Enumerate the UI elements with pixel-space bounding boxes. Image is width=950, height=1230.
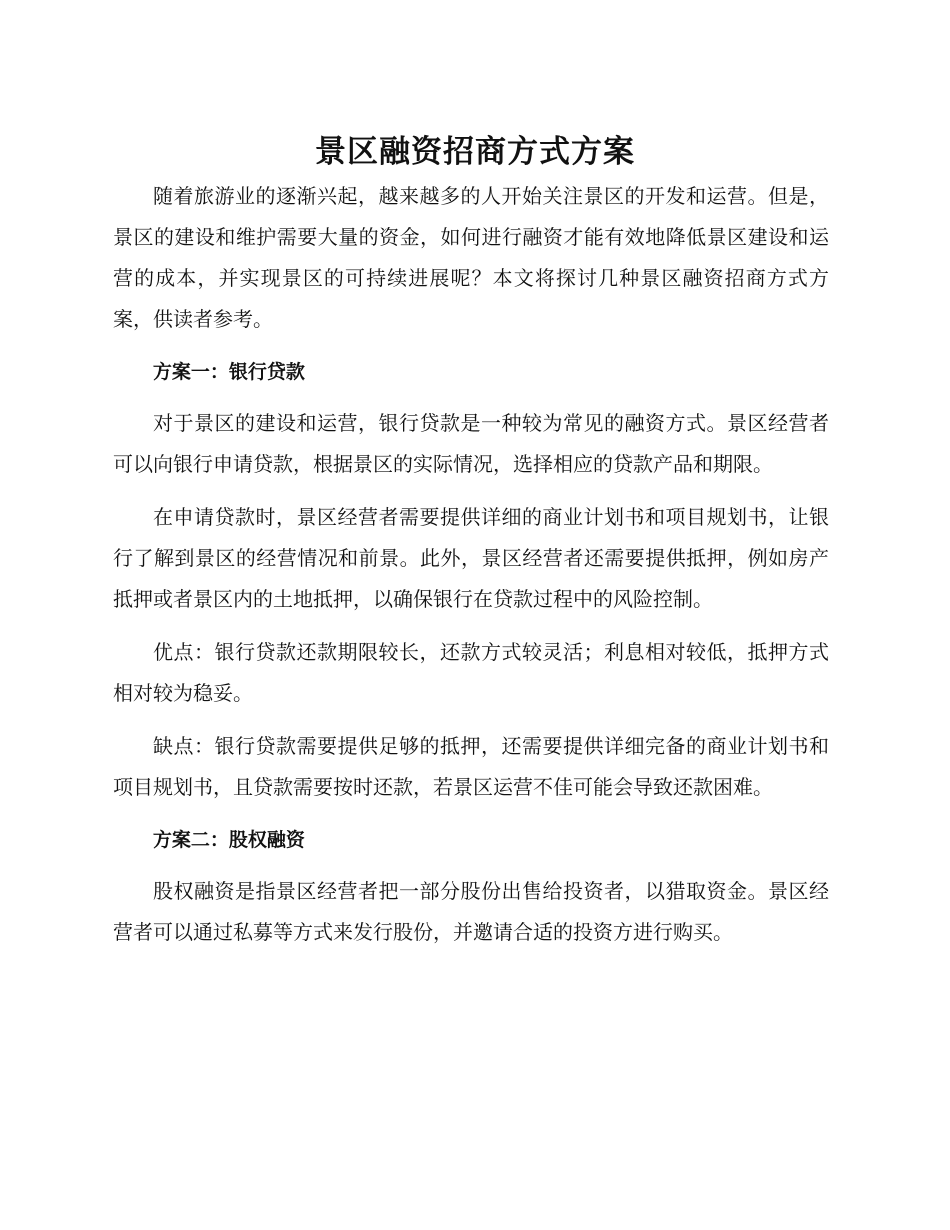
bank-loan-paragraph-1: 对于景区的建设和运营，银行贷款是一种较为常见的融资方式。景区经营者可以向银行申请贷款，根据景区的实际情况，选择相应的贷款产品和期限。 bbox=[113, 411, 829, 476]
intro-paragraph: 随着旅游业的逐渐兴起，越来越多的人开始关注景区的开发和运营。但是，景区的建设和维护需要大量的资金，如何进行融资才能有效地降低景区建设和运营的成本，并实现景区的可持续进展呢？本文将探讨几种景区融资招商方式方案，供读者参考。 bbox=[113, 184, 829, 331]
section-heading-bank-loan: 方案一：银行贷款 bbox=[152, 361, 305, 383]
document-body bbox=[113, 176, 829, 953]
bank-loan-paragraph-2: 在申请贷款时，景区经营者需要提供详细的商业计划书和项目规划书，让银行了解到景区的经营情况和前景。此外，景区经营者还需要提供抵押，例如房产抵押或者景区内的土地抵押，以确保银行在贷款过程中的风险控制。 bbox=[113, 505, 829, 611]
section-heading-equity-financing: 方案二：股权融资 bbox=[152, 829, 305, 851]
equity-financing-paragraph-1: 股权融资是指景区经营者把一部分股份出售给投资者，以猎取资金。景区经营者可以通过私募等方式来发行股份，并邀请合适的投资方进行购买。 bbox=[113, 879, 829, 944]
document-title: 景区融资招商方式方案 bbox=[315, 134, 635, 170]
bank-loan-cons: 缺点：银行贷款需要提供足够的抵押，还需要提供详细完备的商业计划书和项目规划书，且贷款需要按时还款，若景区运营不佳可能会导致还款困难。 bbox=[113, 734, 829, 799]
bank-loan-pros: 优点：银行贷款还款期限较长，还款方式较灵活；利息相对较低，抵押方式相对较为稳妥。 bbox=[113, 640, 829, 705]
